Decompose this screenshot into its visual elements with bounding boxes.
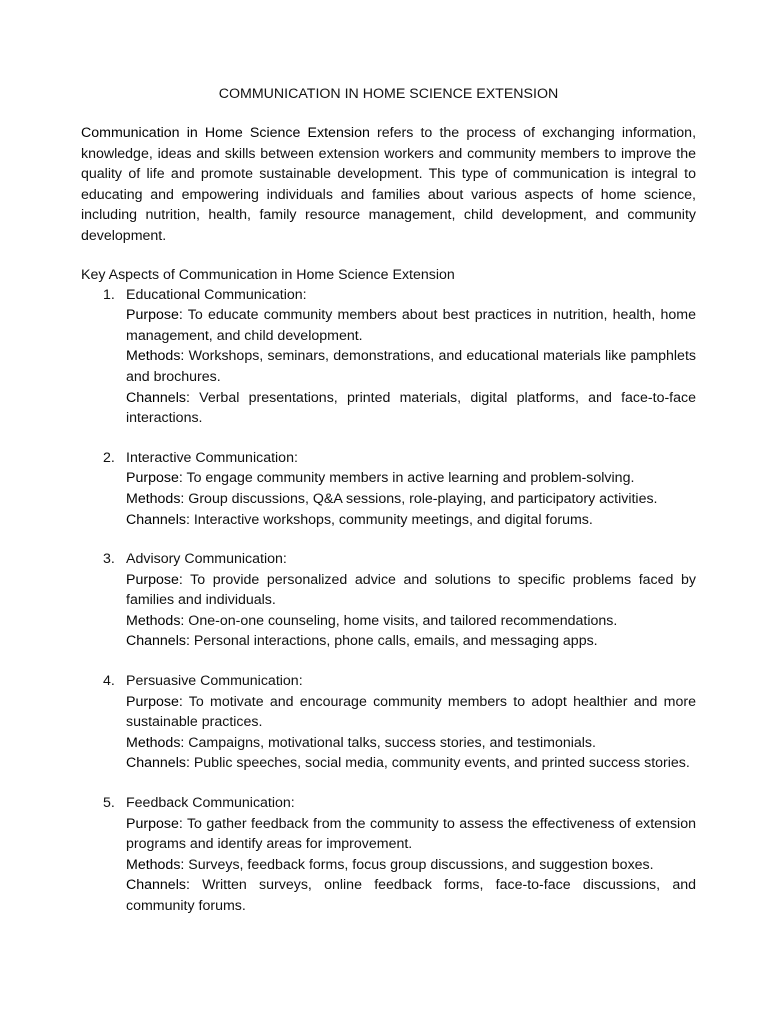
channels-row xyxy=(126,510,696,531)
purpose-row xyxy=(126,570,696,611)
intro-paragraph xyxy=(81,123,696,247)
item-number: 5. xyxy=(103,795,115,812)
purpose-row xyxy=(126,305,696,346)
channels-label: Channels: xyxy=(126,511,190,528)
item-number: 1. xyxy=(103,286,115,303)
channels-label: Channels: xyxy=(126,389,190,406)
list-item xyxy=(81,549,696,652)
methods-row xyxy=(126,489,696,510)
purpose-label: Purpose: xyxy=(126,815,183,832)
list-item xyxy=(81,285,696,429)
purpose-row xyxy=(126,814,696,855)
methods-row xyxy=(126,346,696,387)
methods-row xyxy=(126,855,696,876)
list-item xyxy=(81,671,696,774)
channels-text: Written surveys, online feedback forms, face-to-face discussions, and community forums. xyxy=(126,877,696,914)
channels-text: Verbal presentations, printed materials, digital platforms, and face-to-face interactions. xyxy=(126,389,696,427)
methods-text: One-on-one counseling, home visits, and tailored recommendations. xyxy=(184,612,618,629)
purpose-row xyxy=(126,692,696,733)
methods-label: Methods: xyxy=(126,856,185,873)
aspects-list xyxy=(81,285,696,917)
document-page xyxy=(81,84,696,917)
purpose-label: Purpose: xyxy=(126,571,183,588)
item-number: 4. xyxy=(103,673,115,690)
document-title: COMMUNICATION IN HOME SCIENCE EXTENSION xyxy=(218,86,559,102)
channels-row xyxy=(126,753,696,774)
purpose-text: To provide personalized advice and solutions to specific problems faced by families and individuals. xyxy=(126,571,696,609)
methods-text: Workshops, seminars, demonstrations, and educational materials like pamphlets and brochures. xyxy=(126,348,696,385)
methods-row xyxy=(126,611,696,632)
purpose-text: To motivate and encourage community members to adopt healthier and more sustainable practices. xyxy=(126,693,696,731)
purpose-text: To engage community members in active learning and problem-solving. xyxy=(182,470,635,487)
purpose-label: Purpose: xyxy=(126,693,183,710)
section-heading: Key Aspects of Communication in Home Science Extension xyxy=(81,266,455,283)
methods-label: Methods: xyxy=(126,734,185,751)
purpose-label: Purpose: xyxy=(126,307,183,324)
channels-row xyxy=(126,875,696,916)
item-title: Interactive Communication: xyxy=(126,449,298,466)
item-title: Feedback Communication: xyxy=(126,795,295,812)
methods-text: Group discussions, Q&A sessions, role-playing, and participatory activities. xyxy=(184,490,658,507)
channels-row xyxy=(126,631,696,652)
list-item xyxy=(81,793,696,917)
methods-label: Methods: xyxy=(126,490,185,507)
item-number: 2. xyxy=(103,449,115,466)
channels-row xyxy=(126,388,696,429)
item-title: Educational Communication: xyxy=(126,286,307,303)
channels-text: Personal interactions, phone calls, emails, and messaging apps. xyxy=(189,633,598,650)
channels-label: Channels: xyxy=(126,755,190,772)
methods-row xyxy=(126,733,696,754)
purpose-row xyxy=(126,468,696,489)
channels-text: Interactive workshops, community meetings, and digital forums. xyxy=(189,511,593,528)
intro-term: Communication in Home Science Extension xyxy=(81,125,370,141)
list-item xyxy=(81,448,696,530)
channels-label: Channels: xyxy=(126,633,190,650)
methods-text: Surveys, feedback forms, focus group discussions, and suggestion boxes. xyxy=(184,856,654,873)
methods-label: Methods: xyxy=(126,612,185,629)
purpose-text: To educate community members about best practices in nutrition, health, home management, and child development. xyxy=(126,307,696,344)
channels-label: Channels: xyxy=(126,877,190,894)
purpose-label: Purpose: xyxy=(126,470,183,487)
intro-text: refers to the process of exchanging information, knowledge, ideas and skills between extension workers and community members to improve the quality of life and promote sustainable development. This type of communication is integral to educating and empowering individuals and families about various aspects of home science, including nutrition, health, family resource management, child development, and community development. xyxy=(81,125,697,244)
item-title: Advisory Communication: xyxy=(126,551,287,568)
channels-text: Public speeches, social media, community events, and printed success stories. xyxy=(189,755,690,772)
item-number: 3. xyxy=(103,551,115,568)
methods-label: Methods: xyxy=(126,348,185,365)
item-title: Persuasive Communication: xyxy=(126,673,303,690)
purpose-text: To gather feedback from the community to assess the effectiveness of extension programs and identify areas for improvement. xyxy=(126,815,696,853)
methods-text: Campaigns, motivational talks, success stories, and testimonials. xyxy=(184,734,596,751)
